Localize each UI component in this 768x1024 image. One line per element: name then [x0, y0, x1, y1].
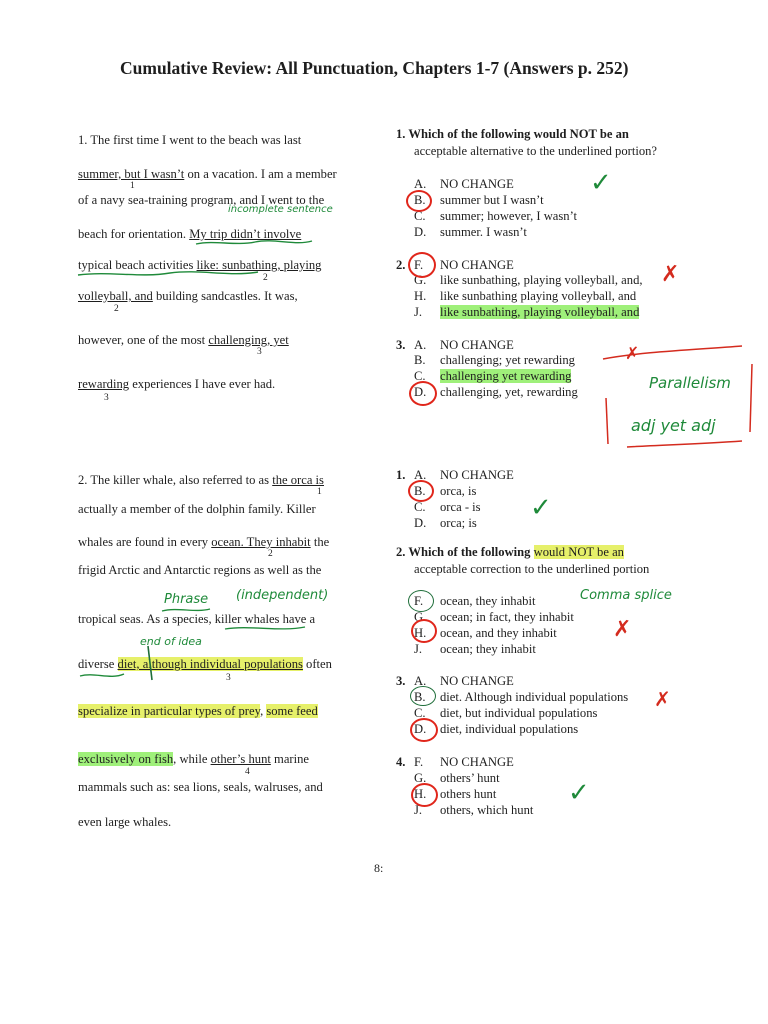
- option-text: NO CHANGE: [440, 468, 514, 482]
- option-text: orca, is: [440, 484, 477, 498]
- ink-bracket-top: [603, 346, 742, 359]
- note-end-of-idea: end of idea: [140, 635, 202, 648]
- option-text: ocean, and they inhabit: [440, 626, 557, 640]
- option-text: others, which hunt: [440, 803, 534, 817]
- ink-bracket-right: [750, 364, 752, 432]
- option-text: challenging, yet, rewarding: [440, 385, 578, 399]
- cross-icon: ✗: [661, 262, 680, 287]
- underline-number: 1: [317, 487, 322, 497]
- option-text: NO CHANGE: [440, 258, 514, 272]
- passage-text: however, one of the most: [78, 333, 209, 347]
- check-icon: ✓: [590, 168, 612, 198]
- option-text: like sunbathing, playing volleyball, and,: [440, 273, 643, 287]
- option-letter: F.: [414, 258, 424, 272]
- question-number: 3.: [396, 674, 406, 688]
- option-text: diet, individual populations: [440, 722, 579, 736]
- note-independent: (independent): [236, 588, 329, 603]
- passage-text: 2. The killer whale, also referred to as: [78, 473, 273, 487]
- question-stem-text: 2. Which of the following: [396, 545, 534, 559]
- passage-text: marine: [270, 752, 309, 766]
- question-number: 4.: [396, 755, 406, 769]
- ink-bracket-bottom: [627, 441, 742, 447]
- option-text: NO CHANGE: [440, 338, 514, 352]
- option-letter: A.: [414, 177, 427, 191]
- passage-line: actually a member of the dolphin family. Killer: [78, 502, 316, 516]
- option-letter: D.: [414, 385, 427, 399]
- page-title: Cumulative Review: All Punctuation, Chapters 1-7 (Answers p. 252): [120, 58, 629, 78]
- option-letter: F.: [414, 755, 424, 769]
- note-comma-splice: Comma splice: [580, 588, 672, 603]
- underlined-portion-3: challenging, yet: [208, 333, 289, 347]
- passage-text: often: [302, 657, 332, 671]
- option-letter: B.: [414, 484, 426, 498]
- highlighted-text: some feed: [266, 704, 318, 718]
- option-text: summer. I wasn’t: [440, 225, 527, 239]
- passage-text: building sandcastles. It was,: [152, 289, 298, 303]
- option-letter: D.: [414, 225, 427, 239]
- passage-line: 1. The first time I went to the beach was last: [78, 133, 302, 147]
- option-text: summer but I wasn’t: [440, 193, 544, 207]
- underline-number: 1: [130, 181, 135, 191]
- option-text: challenging; yet rewarding: [440, 353, 575, 367]
- underlined-portion-2: ocean. They inhabit: [211, 535, 311, 549]
- ink-underline: [225, 627, 305, 629]
- cross-icon: ✗: [613, 617, 632, 642]
- option-text: ocean; in fact, they inhabit: [440, 610, 574, 624]
- ink-underline: [162, 609, 210, 611]
- option-text: like sunbathing playing volleyball, and: [440, 289, 637, 303]
- option-letter: J.: [414, 305, 423, 319]
- passage-line: mammals such as: sea lions, seals, walruses, and: [78, 780, 323, 794]
- passage-text: beach for orientation.: [78, 227, 190, 241]
- underlined-portion-4: other’s hunt: [210, 752, 271, 766]
- underlined-portion-3: diet, although individual populations: [117, 657, 303, 671]
- ink-bracket-left: [606, 398, 608, 444]
- cross-icon: ✗: [654, 687, 671, 711]
- passage-line: frigid Arctic and Antarctic regions as well as the: [78, 563, 322, 577]
- highlighted-text: exclusively on fish: [78, 752, 174, 766]
- passage-line: even large whales.: [78, 815, 172, 829]
- option-letter: H.: [414, 626, 427, 640]
- passage-text: whales are found in every: [78, 535, 212, 549]
- underline-number: 3: [226, 673, 231, 683]
- note-phrase: Phrase: [164, 592, 209, 607]
- question-stem: acceptable alternative to the underlined portion?: [414, 144, 658, 158]
- question-stem-text: 1. Which of the following would NOT be an: [396, 127, 629, 141]
- passage-text: tropical seas. As a species,: [78, 612, 215, 626]
- ink-slash: [148, 646, 152, 680]
- ink-underline: [78, 272, 258, 275]
- underline-number: 3: [104, 393, 109, 403]
- option-letter: A.: [414, 338, 427, 352]
- option-text: ocean, they inhabit: [440, 594, 536, 608]
- underlined-portion-3: rewarding: [78, 377, 130, 391]
- passage-text: ,: [260, 704, 267, 718]
- option-letter: C.: [414, 500, 426, 514]
- highlighted-text: would NOT be an: [533, 545, 624, 559]
- option-text: others’ hunt: [440, 771, 500, 785]
- underline-number: 3: [257, 347, 262, 357]
- note-parallelism: Parallelism: [649, 374, 731, 392]
- ink-underline: [196, 241, 312, 244]
- question-number: 1.: [396, 468, 406, 482]
- option-letter: C.: [414, 706, 426, 720]
- question-number: 2.: [396, 258, 406, 272]
- option-text: orca; is: [440, 516, 477, 530]
- option-letter: A.: [414, 674, 427, 688]
- question-stem: acceptable correction to the underlined portion: [414, 562, 650, 576]
- underlined-portion-2: like: sunbathing, playing: [196, 258, 322, 272]
- underlined-portion-1: summer, but I wasn’t: [78, 167, 185, 181]
- option-letter: G.: [414, 273, 427, 287]
- check-icon: ✓: [530, 493, 552, 523]
- option-letter: F.: [414, 594, 424, 608]
- option-letter: A.: [414, 468, 427, 482]
- underline-number: 2: [268, 549, 273, 559]
- option-letter: D.: [414, 722, 427, 736]
- option-letter: G.: [414, 771, 427, 785]
- option-text: NO CHANGE: [440, 755, 514, 769]
- option-letter: D.: [414, 516, 427, 530]
- option-text: NO CHANGE: [440, 177, 514, 191]
- ink-underline: [80, 674, 124, 676]
- option-text: ocean; they inhabit: [440, 642, 536, 656]
- option-letter: B.: [414, 690, 426, 704]
- option-letter: C.: [414, 209, 426, 223]
- passage-text: killer whales have a: [214, 612, 316, 626]
- passage-text: typical beach activities: [78, 258, 197, 272]
- option-letter: C.: [414, 369, 426, 383]
- highlighted-text: specialize in particular types of prey: [78, 704, 261, 718]
- underline-number: 2: [114, 304, 119, 314]
- passage-text: the: [310, 535, 330, 549]
- underlined-portion: My trip didn’t involve: [189, 227, 302, 241]
- option-text: like sunbathing, playing volleyball, and: [440, 305, 640, 319]
- option-text: orca - is: [440, 500, 481, 514]
- note-adj-yet-adj: adj yet adj: [631, 416, 716, 435]
- passage-text: on a vacation. I am a member: [184, 167, 337, 181]
- underlined-portion-2: volleyball, and: [78, 289, 153, 303]
- check-icon: ✓: [568, 778, 590, 808]
- note-incomplete-sentence: incomplete sentence: [228, 204, 333, 215]
- option-text: summer; however, I wasn’t: [440, 209, 578, 223]
- passage-line: of a navy sea-training program, and I went to the: [78, 193, 325, 207]
- option-letter: B.: [414, 353, 426, 367]
- option-text: others hunt: [440, 787, 497, 801]
- option-letter: H.: [414, 787, 427, 801]
- underline-number: 2: [263, 273, 268, 283]
- option-letter: G.: [414, 610, 427, 624]
- option-letter: J.: [414, 803, 423, 817]
- question-number: 3.: [396, 338, 406, 352]
- option-letter: B.: [414, 193, 426, 207]
- option-text: challenging yet rewarding: [440, 369, 572, 383]
- underlined-portion-1: the orca is: [272, 473, 324, 487]
- option-text: diet, but individual populations: [440, 706, 598, 720]
- option-text: diet. Although individual populations: [440, 690, 629, 704]
- passage-text: , while: [173, 752, 211, 766]
- underline-number: 4: [245, 767, 250, 777]
- passage-text: experiences I have ever had.: [129, 377, 276, 391]
- option-letter: J.: [414, 642, 423, 656]
- passage-text: diverse: [78, 657, 118, 671]
- cross-icon: ✗: [625, 344, 640, 364]
- option-text: NO CHANGE: [440, 674, 514, 688]
- page-number: 8:: [374, 861, 384, 875]
- option-letter: H.: [414, 289, 427, 303]
